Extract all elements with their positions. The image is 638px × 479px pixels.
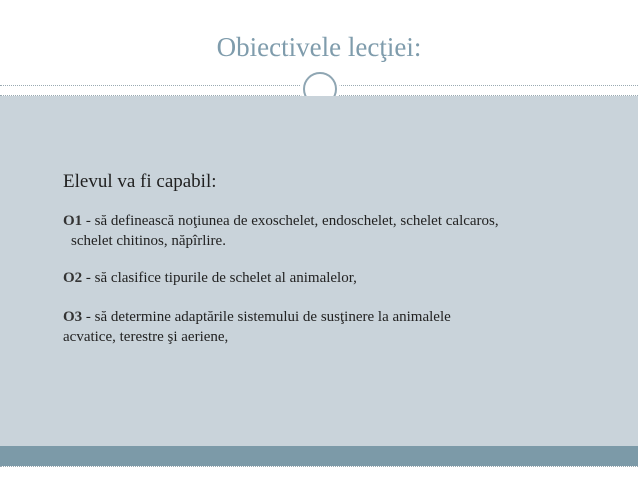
objective-text: - să clasifice tipurile de schelet al animalelor, xyxy=(82,270,357,286)
objective-3 xyxy=(63,307,451,327)
footer-band xyxy=(0,446,638,466)
objective-1-continuation: schelet chitinos, năpîrlire. xyxy=(71,233,226,249)
objective-2 xyxy=(63,268,357,288)
objective-code: O2 xyxy=(63,270,83,286)
objective-text: - să definească noţiunea de exoschelet, endoschelet, schelet calcaros, xyxy=(82,213,499,229)
objective-code: O1 xyxy=(63,213,83,229)
footer-divider xyxy=(0,466,638,467)
objective-text: - să determine adaptările sistemului de susţinere la animalele xyxy=(82,309,451,325)
objective-code: O3 xyxy=(63,309,83,325)
objective-3-continuation: acvatice, terestre şi aeriene, xyxy=(63,329,229,345)
slide-title: Obiectivele lecţiei: xyxy=(216,32,422,62)
objective-1 xyxy=(63,211,499,231)
intro-text: Elevul va fi capabil: xyxy=(63,171,217,192)
